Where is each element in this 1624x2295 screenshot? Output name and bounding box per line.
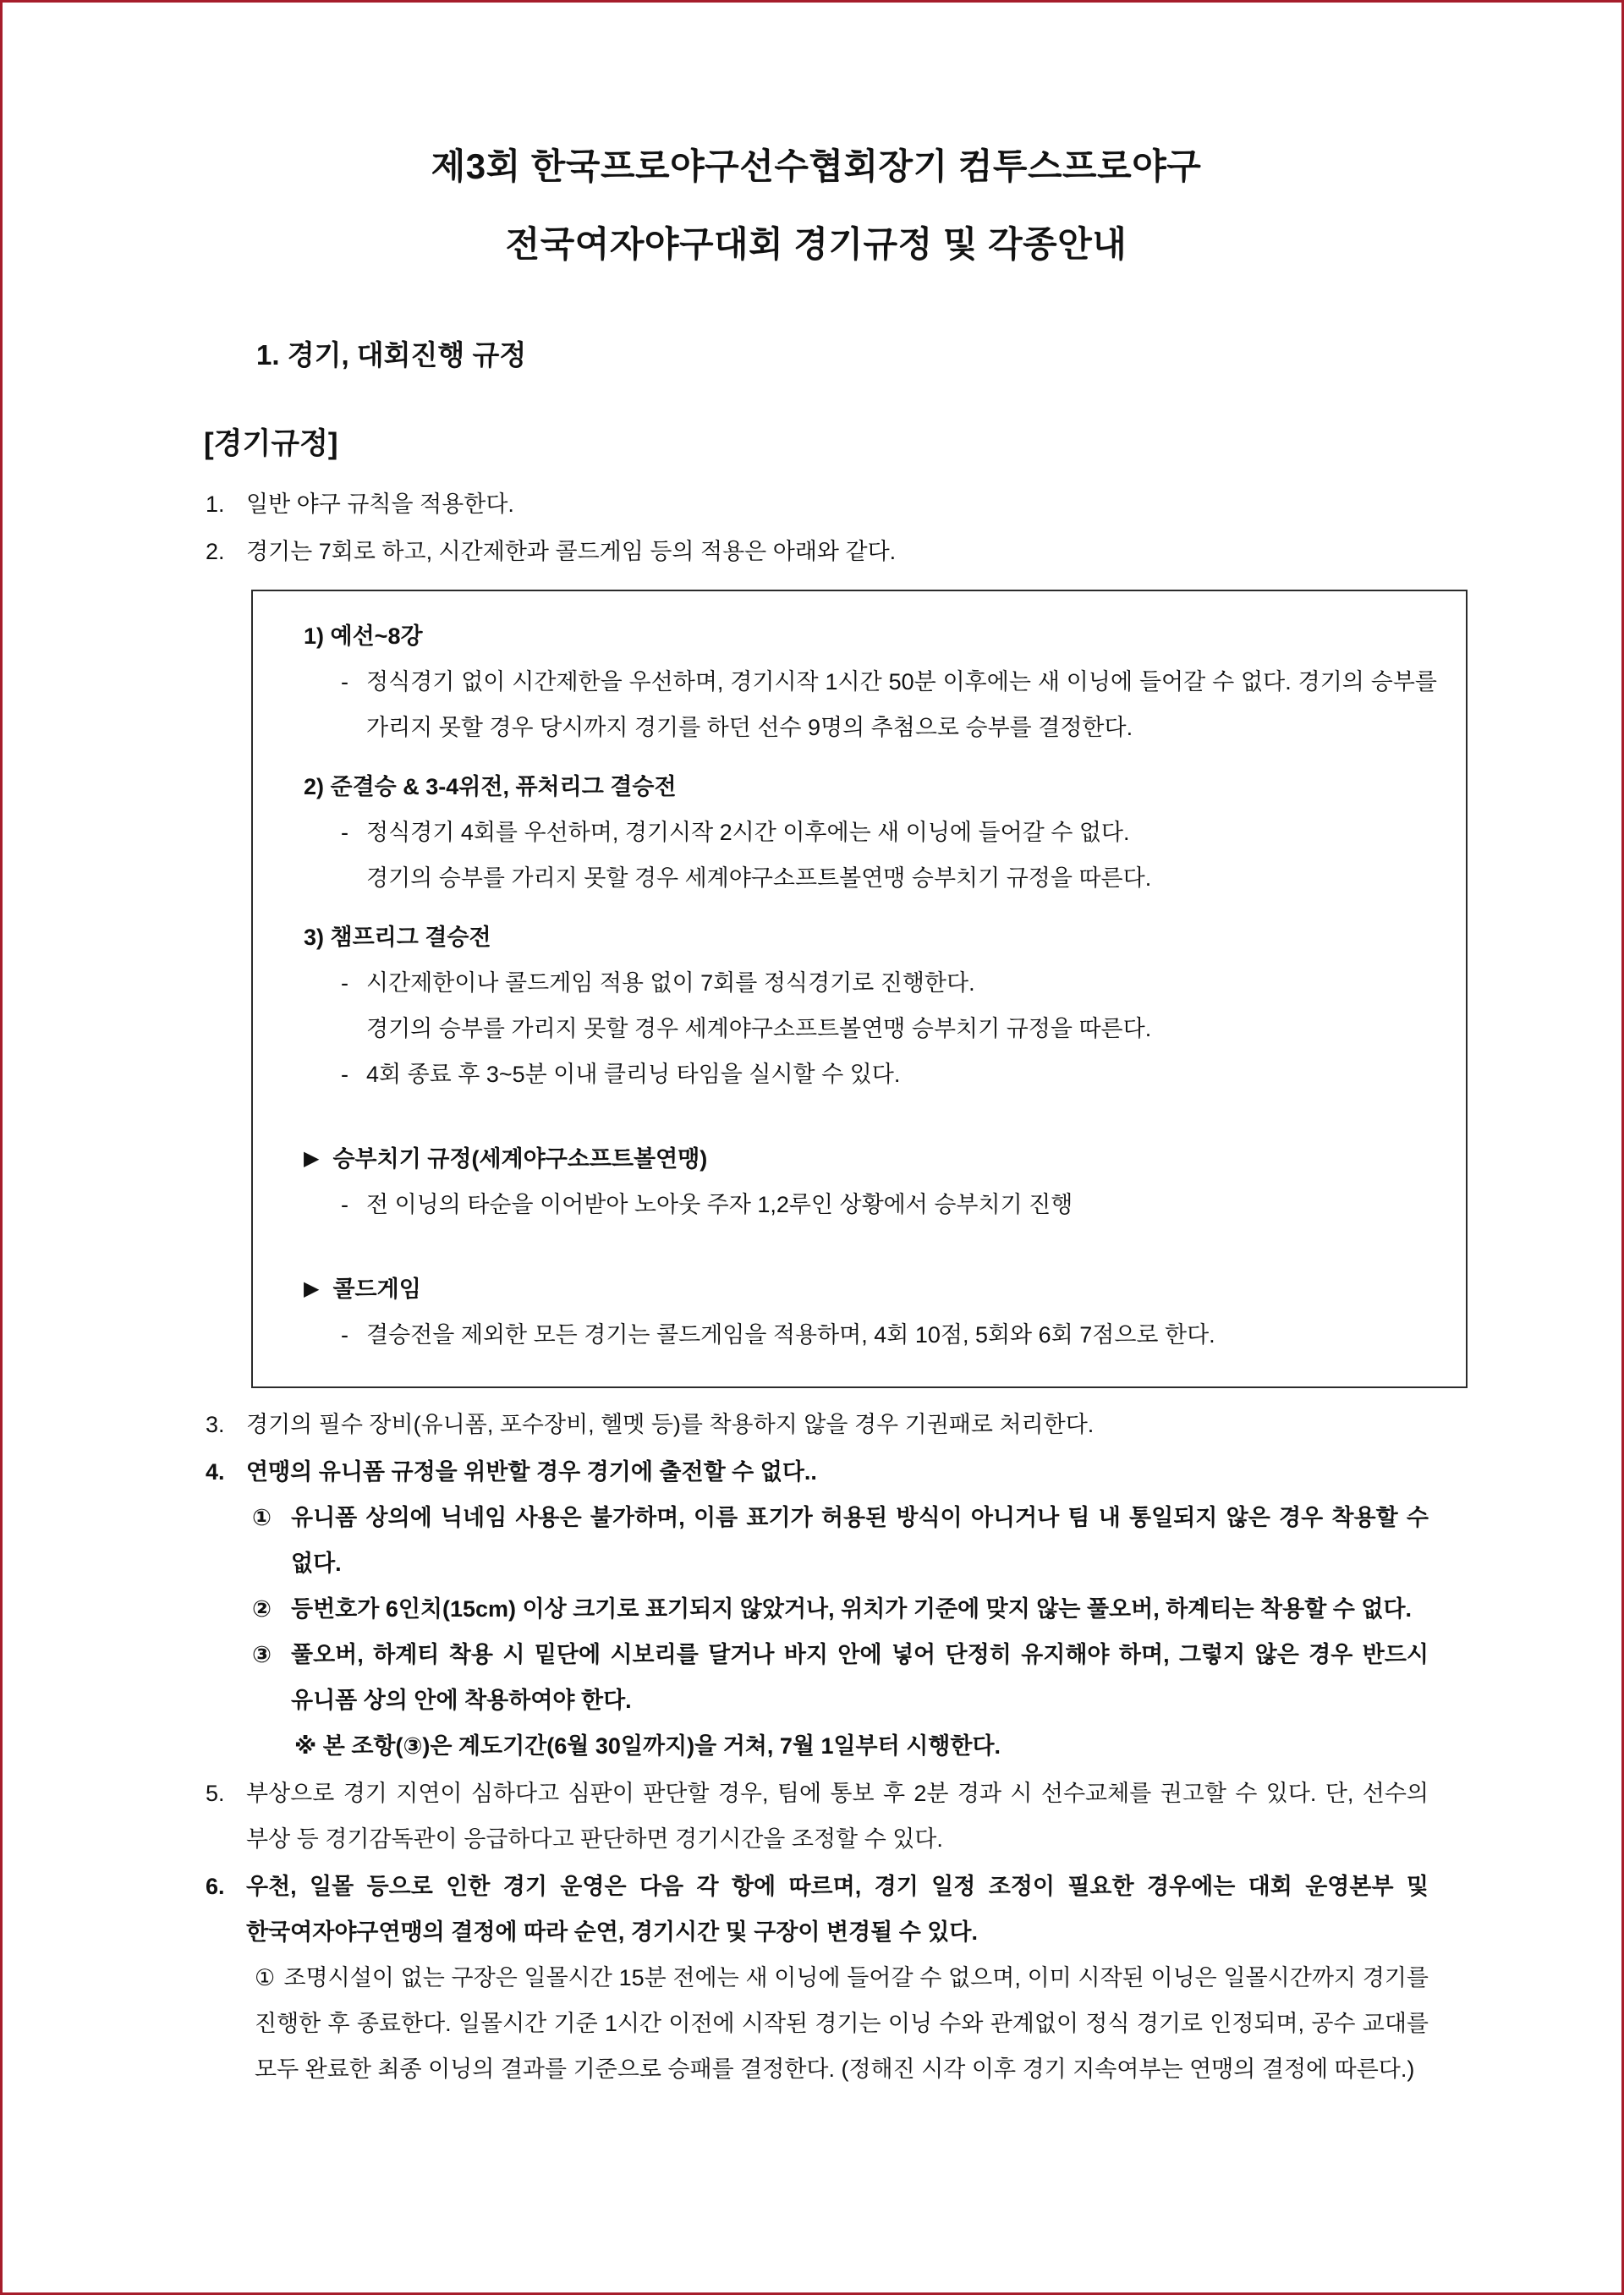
rule-number: 1. — [206, 491, 225, 517]
rule-item-2 — [204, 529, 1429, 574]
box-section-heading-5 — [304, 1266, 1437, 1312]
sub-text: 풀오버, 하계티 착용 시 밑단에 시보리를 달거나 바지 안에 넣어 단정히 유지해야 하며, 그렇지 않은 경우 반드시 유니폼 상의 안에 착용하여야 한다. — [291, 1641, 1429, 1713]
rule-item-5 — [204, 1771, 1429, 1862]
box-bullet — [341, 659, 1437, 750]
rule-text: 경기의 필수 장비(유니폼, 포수장비, 헬멧 등)를 착용하지 않을 경우 기권패로 처리한다. — [246, 1411, 1095, 1437]
dash-marker: - — [341, 819, 348, 845]
box-section-heading-3: 3) 챔프리그 결승전 — [304, 924, 491, 950]
rule-text: 우천, 일몰 등으로 인한 경기 운영은 다음 각 항에 따르며, 경기 일정 조정이 필요한 경우에는 대회 운영본부 및 한국여자야구연맹의 결정에 따라 순연, 경기시간 및 구장이 변경될 수 있다. — [246, 1873, 1429, 1945]
triangle-marker-icon: ▶ — [304, 1277, 320, 1300]
dash-marker: - — [341, 969, 348, 996]
rule-number: 2. — [206, 538, 225, 564]
circled-number-marker: ① — [252, 1504, 272, 1530]
sub-text: 등번호가 6인치(15cm) 이상 크기로 표기되지 않았거나, 위치가 기준에 맞지 않는 풀오버, 하계티는 착용할 수 없다. — [291, 1595, 1413, 1622]
rule-text: 경기는 7회로 하고, 시간제한과 콜드게임 등의 적용은 아래와 같다. — [246, 538, 897, 564]
circled-number-marker: ③ — [252, 1641, 272, 1667]
box-bullet-text: 4회 종료 후 3~5분 이내 클리닝 타임을 실시할 수 있다. — [366, 1061, 901, 1087]
box-bullet-text: 결승전을 제외한 모든 경기는 콜드게임을 적용하며, 4회 10점, 5회와 6회 7점으로 한다. — [366, 1321, 1215, 1348]
rules-label: [경기규정] — [204, 426, 338, 460]
rule-text: 일반 야구 규칙을 적용한다. — [246, 491, 514, 517]
rule-4-sub-2 — [252, 1586, 1429, 1632]
dash-marker: - — [341, 668, 348, 695]
dash-marker: - — [341, 1321, 348, 1348]
dash-marker: - — [341, 1191, 348, 1217]
rule-item-1 — [204, 481, 1429, 527]
sub-text: 유니폼 상의에 닉네임 사용은 불가하며, 이름 표기가 허용된 방식이 아니거나 팀 내 통일되지 않은 경우 착용할 수 없다. — [291, 1504, 1429, 1576]
rule-text: 부상으로 경기 지연이 심하다고 심판이 판단할 경우, 팀에 통보 후 2분 경과 시 선수교체를 권고할 수 있다. 단, 선수의 부상 등 경기감독관이 응급하다고 판단하면 경기시간을 조정할 수 있다. — [246, 1780, 1429, 1852]
box-bullet-text: 시간제한이나 콜드게임 적용 없이 7회를 정식경기로 진행한다. — [366, 969, 975, 996]
box-bullet — [341, 855, 1437, 901]
box-bullet — [341, 810, 1437, 855]
box-bullet — [341, 960, 1437, 1006]
box-section-heading-1: 1) 예선~8강 — [304, 623, 423, 649]
box-bullet-text: 경기의 승부를 가리지 못할 경우 세계야구소프트볼연맹 승부치기 규정을 따른다. — [366, 1015, 1152, 1041]
triangle-marker-icon: ▶ — [304, 1146, 320, 1170]
rule-4-sub-1 — [252, 1495, 1429, 1586]
section-heading: 1. 경기, 대회진행 규정 — [256, 338, 527, 371]
document-content — [3, 3, 1621, 2092]
box-section-heading-text: 승부치기 규정(세계야구소프트볼연맹) — [332, 1145, 708, 1172]
circled-number-marker: ② — [252, 1595, 272, 1622]
sub-text: 조명시설이 없는 구장은 일몰시간 15분 전에는 새 이닝에 들어갈 수 없으며, 이미 시작된 이닝은 일몰시간까지 경기를 진행한 후 종료한다. 일몰시간 기준 1시간 이전에 시작된 경기는 이닝 수와 관계없이 정식 경기로 인정되며, 공수 교대를 모두 완료한 최종 이닝의 결과를 기준으로 승패를 결정한다. (정해진 시각 이후 경기 지속여부는 연맹의 결정에 따른다.) — [255, 1964, 1429, 2082]
box-bullet-text: 경기의 승부를 가리지 못할 경우 세계야구소프트볼연맹 승부치기 규정을 따른다. — [366, 865, 1152, 891]
circled-number-marker: ① — [255, 1964, 276, 1990]
box-section-heading-4 — [304, 1136, 1437, 1182]
box-section-heading-2: 2) 준결승 & 3-4위전, 퓨처리그 결승전 — [304, 773, 677, 799]
box-bullet — [341, 1182, 1437, 1227]
box-bullet-text: 정식경기 4회를 우선하며, 경기시작 2시간 이후에는 새 이닝에 들어갈 수 없다. — [366, 819, 1130, 845]
rule-4-note: ※ 본 조항(③)은 계도기간(6월 30일까지)을 거쳐, 7월 1일부터 시행한다. — [294, 1732, 1001, 1759]
box-bullet-text: 정식경기 없이 시간제한을 우선하며, 경기시작 1시간 50분 이후에는 새 이닝에 들어갈 수 없다. 경기의 승부를 가리지 못할 경우 당시까지 경기를 하던 선수 9명의 추첨으로 승부를 결정한다. — [366, 668, 1437, 740]
rule-number: 5. — [206, 1780, 225, 1806]
box-bullet-text: 전 이닝의 타순을 이어받아 노아웃 주자 1,2루인 상황에서 승부치기 진행 — [366, 1191, 1073, 1217]
rule-4-sub-3 — [252, 1632, 1429, 1723]
rule-item-4 — [204, 1449, 1429, 1495]
rule-item-6 — [204, 1864, 1429, 1955]
rule-number: 6. — [206, 1873, 225, 1899]
title-line-2: 전국여자야구대회 경기규정 및 각종안내 — [505, 224, 1127, 265]
box-bullet — [341, 1006, 1437, 1051]
rule-number: 4. — [206, 1458, 225, 1485]
document-title — [204, 128, 1429, 284]
box-section-heading-text: 콜드게임 — [332, 1276, 421, 1302]
box-bullet — [341, 1312, 1437, 1358]
rule-number: 3. — [206, 1411, 225, 1437]
title-line-1: 제3회 한국프로야구선수협회장기 컴투스프로야구 — [431, 146, 1202, 186]
rule-item-3 — [204, 1402, 1429, 1447]
box-bullet — [341, 1051, 1437, 1097]
rule-text: 연맹의 유니폼 규정을 위반할 경우 경기에 출전할 수 없다.. — [246, 1458, 817, 1485]
rule-6-sub-1 — [255, 1955, 1429, 2092]
dash-marker: - — [341, 1061, 348, 1087]
game-format-box — [251, 590, 1468, 1388]
